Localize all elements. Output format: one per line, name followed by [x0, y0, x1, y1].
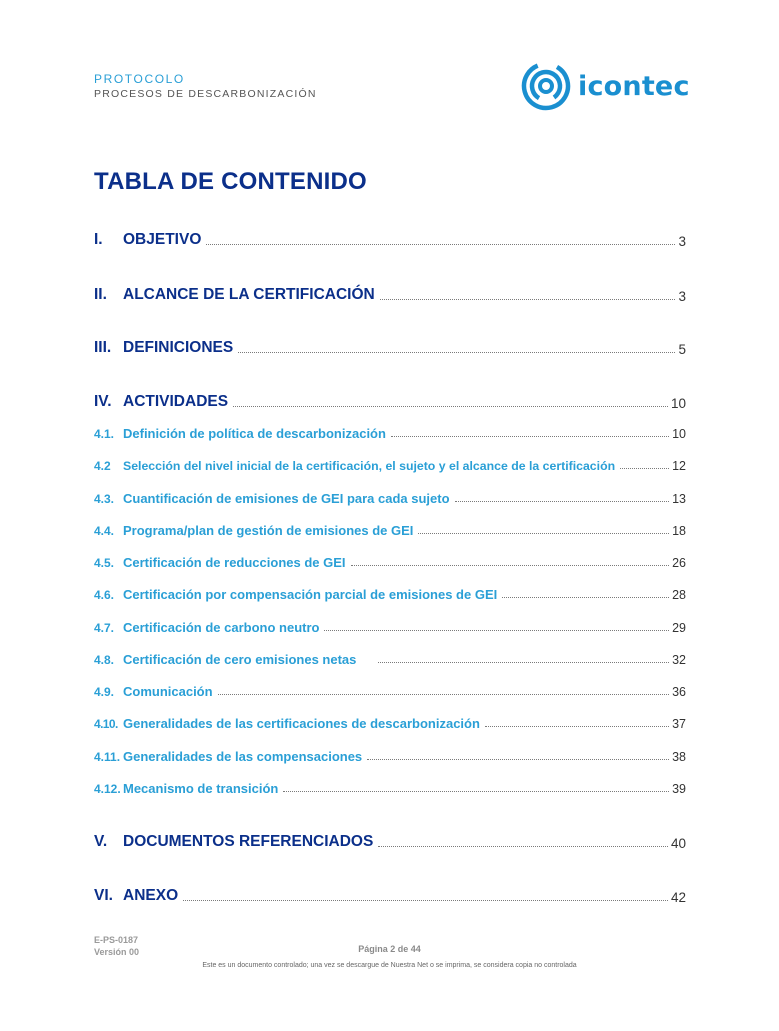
toc-entry-page: 3: [678, 234, 686, 249]
toc-entry-number: I.: [94, 231, 103, 248]
toc-entry-title: Comunicación: [123, 684, 213, 699]
controlled-document-note: Este es un documento controlado; una vez se descargue de Nuestra Net o se imprima, se considera copia no controlada: [202, 962, 577, 969]
toc-entry-number: II.: [94, 286, 107, 303]
toc-entry-title: ANEXO: [123, 887, 179, 904]
toc-entry-4-5[interactable]: [94, 555, 686, 570]
toc-dot-leader: [283, 791, 669, 792]
toc-entry-page: 3: [678, 289, 686, 304]
toc-entry-number: VI.: [94, 887, 113, 904]
document-header: [94, 72, 317, 102]
toc-entry-documentos[interactable]: [94, 833, 686, 851]
toc-entry-page: 10: [670, 396, 686, 411]
toc-entry-number: 4.2: [94, 459, 111, 473]
toc-entry-title: Generalidades de las compensaciones: [123, 749, 363, 764]
toc-entry-actividades[interactable]: [94, 393, 686, 411]
toc-entry-number: 4.10.: [94, 717, 118, 731]
toc-dot-leader: [378, 846, 668, 847]
toc-entry-title: Certificación de carbono neutro: [123, 620, 320, 635]
toc-dot-leader: [324, 630, 669, 631]
toc-entry-page: 40: [670, 836, 686, 851]
toc-dot-leader: [206, 244, 675, 245]
toc-dot-leader: [218, 694, 670, 695]
toc-entry-page: 26: [672, 556, 686, 570]
toc-entry-title: Cuantificación de emisiones de GEI para cada sujeto: [123, 491, 450, 506]
toc-entry-4-8[interactable]: [94, 652, 686, 667]
toc-entry-number: 4.3.: [94, 492, 115, 506]
toc-dot-leader: [380, 299, 676, 300]
toc-entry-title: OBJETIVO: [123, 231, 202, 248]
toc-entry-number: 4.8.: [94, 653, 115, 667]
toc-entry-4-9[interactable]: [94, 684, 686, 699]
document-code: E-PS-0187: [94, 935, 139, 945]
toc-entry-number: 4.1.: [94, 427, 115, 441]
document-subtitle: PROCESOS DE DESCARBONIZACIÓN: [94, 88, 317, 100]
toc-entry-title: DEFINICIONES: [123, 339, 234, 356]
toc-entry-title: DOCUMENTOS REFERENCIADOS: [123, 833, 374, 850]
document-type: PROTOCOLO: [94, 72, 185, 86]
toc-entry-4-4[interactable]: [94, 523, 686, 538]
toc-dot-leader: [391, 436, 669, 437]
toc-dot-leader: [351, 565, 670, 566]
toc-entry-title: Generalidades de las certificaciones de descarbonización: [123, 716, 480, 731]
page-title: TABLA DE CONTENIDO: [94, 168, 367, 195]
toc-entry-alcance[interactable]: [94, 286, 686, 304]
toc-dot-leader: [183, 900, 668, 901]
toc-entry-title: Certificación por compensación parcial de emisiones de GEI: [123, 587, 498, 602]
toc-entry-anexo[interactable]: [94, 887, 686, 905]
toc-entry-4-2[interactable]: [94, 459, 686, 473]
document-version: Versión 00: [94, 947, 140, 957]
toc-dot-leader: [455, 501, 670, 502]
toc-entry-number: III.: [94, 339, 112, 356]
toc-dot-leader: [418, 533, 669, 534]
toc-entry-page: 5: [678, 342, 686, 357]
toc-dot-leader: [378, 662, 669, 663]
toc-entry-4-10[interactable]: [94, 716, 686, 731]
toc-entry-page: 36: [672, 685, 686, 699]
toc-entry-objetivo[interactable]: [94, 231, 686, 249]
toc-entry-number: IV.: [94, 393, 112, 410]
toc-entry-page: 32: [672, 653, 686, 667]
toc-entry-definiciones[interactable]: [94, 339, 686, 357]
page-number: Página 2 de 44: [358, 944, 421, 954]
toc-dot-leader: [502, 597, 669, 598]
toc-dot-leader: [485, 726, 669, 727]
icontec-logo-icon: [520, 60, 572, 112]
toc-entry-page: 13: [672, 492, 686, 506]
toc-dot-leader: [620, 468, 669, 469]
toc-entry-page: 29: [672, 621, 686, 635]
toc-entry-title: Selección del nivel inicial de la certificación, el sujeto y el alcance de la certificación: [123, 459, 616, 473]
toc-entry-4-11[interactable]: [94, 749, 686, 764]
toc-entry-number: 4.7.: [94, 621, 115, 635]
toc-entry-page: 10: [672, 427, 686, 441]
toc-entry-title: Mecanismo de transición: [123, 781, 279, 796]
toc-dot-leader: [367, 759, 669, 760]
toc-entry-page: 38: [672, 750, 686, 764]
toc-entry-4-12[interactable]: [94, 781, 686, 796]
toc-entry-number: V.: [94, 833, 108, 850]
toc-entry-number: 4.5.: [94, 556, 115, 570]
toc-entry-4-1[interactable]: [94, 426, 686, 441]
toc-entry-number: 4.9.: [94, 685, 115, 699]
toc-entry-page: 18: [672, 524, 686, 538]
toc-entry-title: Certificación de reducciones de GEI: [123, 555, 346, 570]
toc-entry-title: Certificación de cero emisiones netas: [123, 652, 357, 667]
toc-entry-title: ACTIVIDADES: [123, 393, 229, 410]
toc-entry-number: 4.12.: [94, 782, 121, 796]
toc-entry-4-3[interactable]: [94, 491, 686, 506]
toc-entry-page: 39: [672, 782, 686, 796]
toc-entry-page: 28: [672, 588, 686, 602]
toc-entry-page: 37: [672, 717, 686, 731]
toc-entry-page: 42: [670, 890, 686, 905]
toc-entry-4-7[interactable]: [94, 620, 686, 635]
toc-entry-number: 4.11.: [94, 750, 121, 764]
toc-entry-4-6[interactable]: [94, 587, 686, 602]
toc-dot-leader: [233, 406, 668, 407]
toc-entry-title: Definición de política de descarbonización: [123, 426, 386, 441]
logo-text: icontec: [578, 70, 690, 102]
toc-entry-number: 4.6.: [94, 588, 115, 602]
icontec-logo: [520, 60, 690, 112]
toc-entry-title: ALCANCE DE LA CERTIFICACIÓN: [123, 286, 375, 303]
toc-entry-number: 4.4.: [94, 524, 115, 538]
toc-dot-leader: [238, 352, 675, 353]
toc-entry-page: 12: [672, 459, 686, 473]
toc-entry-title: Programa/plan de gestión de emisiones de GEI: [123, 523, 414, 538]
